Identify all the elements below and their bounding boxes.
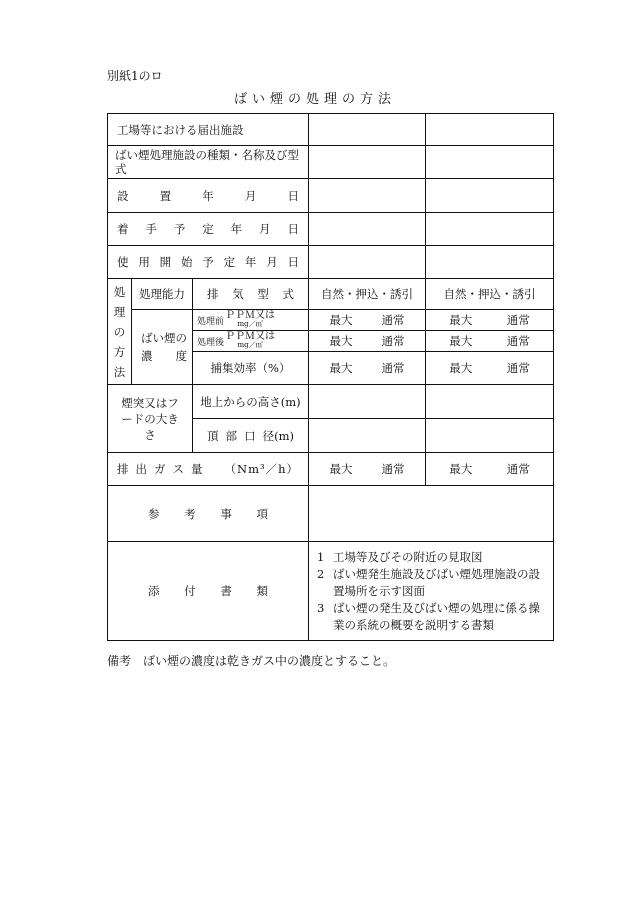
documents-list [309, 543, 553, 640]
installation-date-value-2[interactable] [426, 179, 554, 213]
equipment-type-value-2[interactable] [426, 146, 554, 179]
after-label-cell [193, 331, 309, 352]
list-item: 3 ばい煙の発生及びばい煙の処理に係る操業の系統の概要を説明する書類 [317, 600, 540, 632]
stack-label: 煙突又はフードの大きさ [121, 395, 179, 442]
after-value-1[interactable]: 最大 通常 [309, 331, 426, 352]
use-start-date-label: 使 用 開 始 予 定 年 月 日 [117, 255, 299, 269]
list-item: 2 ばい煙発生施設及びばい煙処理施設の設置場所を示す図面 [317, 566, 540, 598]
stack-height-label: 地上からの高さ(m) [193, 385, 309, 419]
stack-height-value-1[interactable] [309, 385, 426, 419]
list-item: 1 工場等及びその附近の見取図 [317, 549, 483, 564]
start-date-value-1[interactable] [309, 213, 426, 246]
facility-value-2[interactable] [426, 114, 554, 146]
installation-date-label-cell [108, 179, 309, 213]
document-title: ばい煙の処理の方法 [233, 92, 396, 107]
stack-diameter-value-1[interactable] [309, 419, 426, 453]
before-ppm-label: 処理前 ＰＰＭ又は mg／㎥ [197, 310, 276, 328]
attachment-label: 別紙1のロ [107, 69, 163, 83]
installation-date-label: 設 置 年 月 日 [117, 188, 299, 203]
documents-label-cell [108, 542, 309, 641]
stack-diameter-label-cell [193, 419, 309, 453]
gas-volume-label-cell [108, 453, 309, 486]
use-start-date-value-2[interactable] [426, 246, 554, 279]
capacity-label: 処理能力 [132, 279, 193, 310]
method-group-label: 処 理 の 方 法 [113, 284, 126, 379]
stack-diameter-value-2[interactable] [426, 419, 554, 453]
exhaust-type-value-1[interactable]: 自然・押込・誘引 [309, 279, 426, 310]
reference-label-cell [108, 486, 309, 542]
use-start-date-value-1[interactable] [309, 246, 426, 279]
start-date-label: 着 手 予 定 年 月 日 [117, 222, 299, 236]
equipment-type-value-1[interactable] [309, 146, 426, 179]
after-ppm-label: 処理後 ＰＰＭ又は mg／㎥ [197, 331, 276, 349]
stack-label-cell [108, 385, 193, 453]
method-group-label-cell [108, 279, 132, 385]
equipment-type-label-cell [108, 146, 309, 179]
concentration-label-cell [132, 310, 193, 385]
reference-label: 参 考 事 項 [148, 506, 268, 521]
concentration-label: ばい煙の濃 度 [141, 331, 187, 363]
before-value-1[interactable]: 最大 通常 [309, 310, 426, 331]
stack-diameter-label: 頂 部 口 径(m) [207, 428, 294, 443]
gas-volume-value-1[interactable]: 最大 通常 [309, 453, 426, 486]
exhaust-type-label: 排 気 型 式 [207, 287, 294, 301]
documents-label: 添 付 書 類 [148, 584, 268, 598]
efficiency-value-2[interactable]: 最大 通常 [426, 352, 554, 385]
use-start-date-label-cell [108, 246, 309, 279]
start-date-label-cell [108, 213, 309, 246]
installation-date-value-1[interactable] [309, 179, 426, 213]
exhaust-type-value-2[interactable]: 自然・押込・誘引 [426, 279, 554, 310]
gas-volume-value-2[interactable]: 最大 通常 [426, 453, 554, 486]
efficiency-value-1[interactable]: 最大 通常 [309, 352, 426, 385]
facility-value-1[interactable] [309, 114, 426, 146]
equipment-type-label: ばい煙処理施設の種類・名称及び型式 [115, 148, 299, 176]
remarks-note: 備考 ばい煙の濃度は乾きガス中の濃度とすること。 [107, 654, 396, 668]
gas-volume-label: 排出ガス量 （Nm³／h） [117, 462, 299, 476]
reference-value[interactable] [309, 486, 554, 542]
stack-height-value-2[interactable] [426, 385, 554, 419]
documents-list-cell [309, 542, 554, 641]
facility-label-cell [108, 114, 309, 146]
before-value-2[interactable]: 最大 通常 [426, 310, 554, 331]
efficiency-label: 捕集効率（%） [193, 352, 309, 385]
before-label-cell [193, 310, 309, 331]
after-value-2[interactable]: 最大 通常 [426, 331, 554, 352]
facility-label: 工場等における届出施設 [117, 122, 244, 137]
smoke-treatment-form [107, 113, 554, 641]
exhaust-type-label-cell [193, 279, 309, 310]
start-date-value-2[interactable] [426, 213, 554, 246]
